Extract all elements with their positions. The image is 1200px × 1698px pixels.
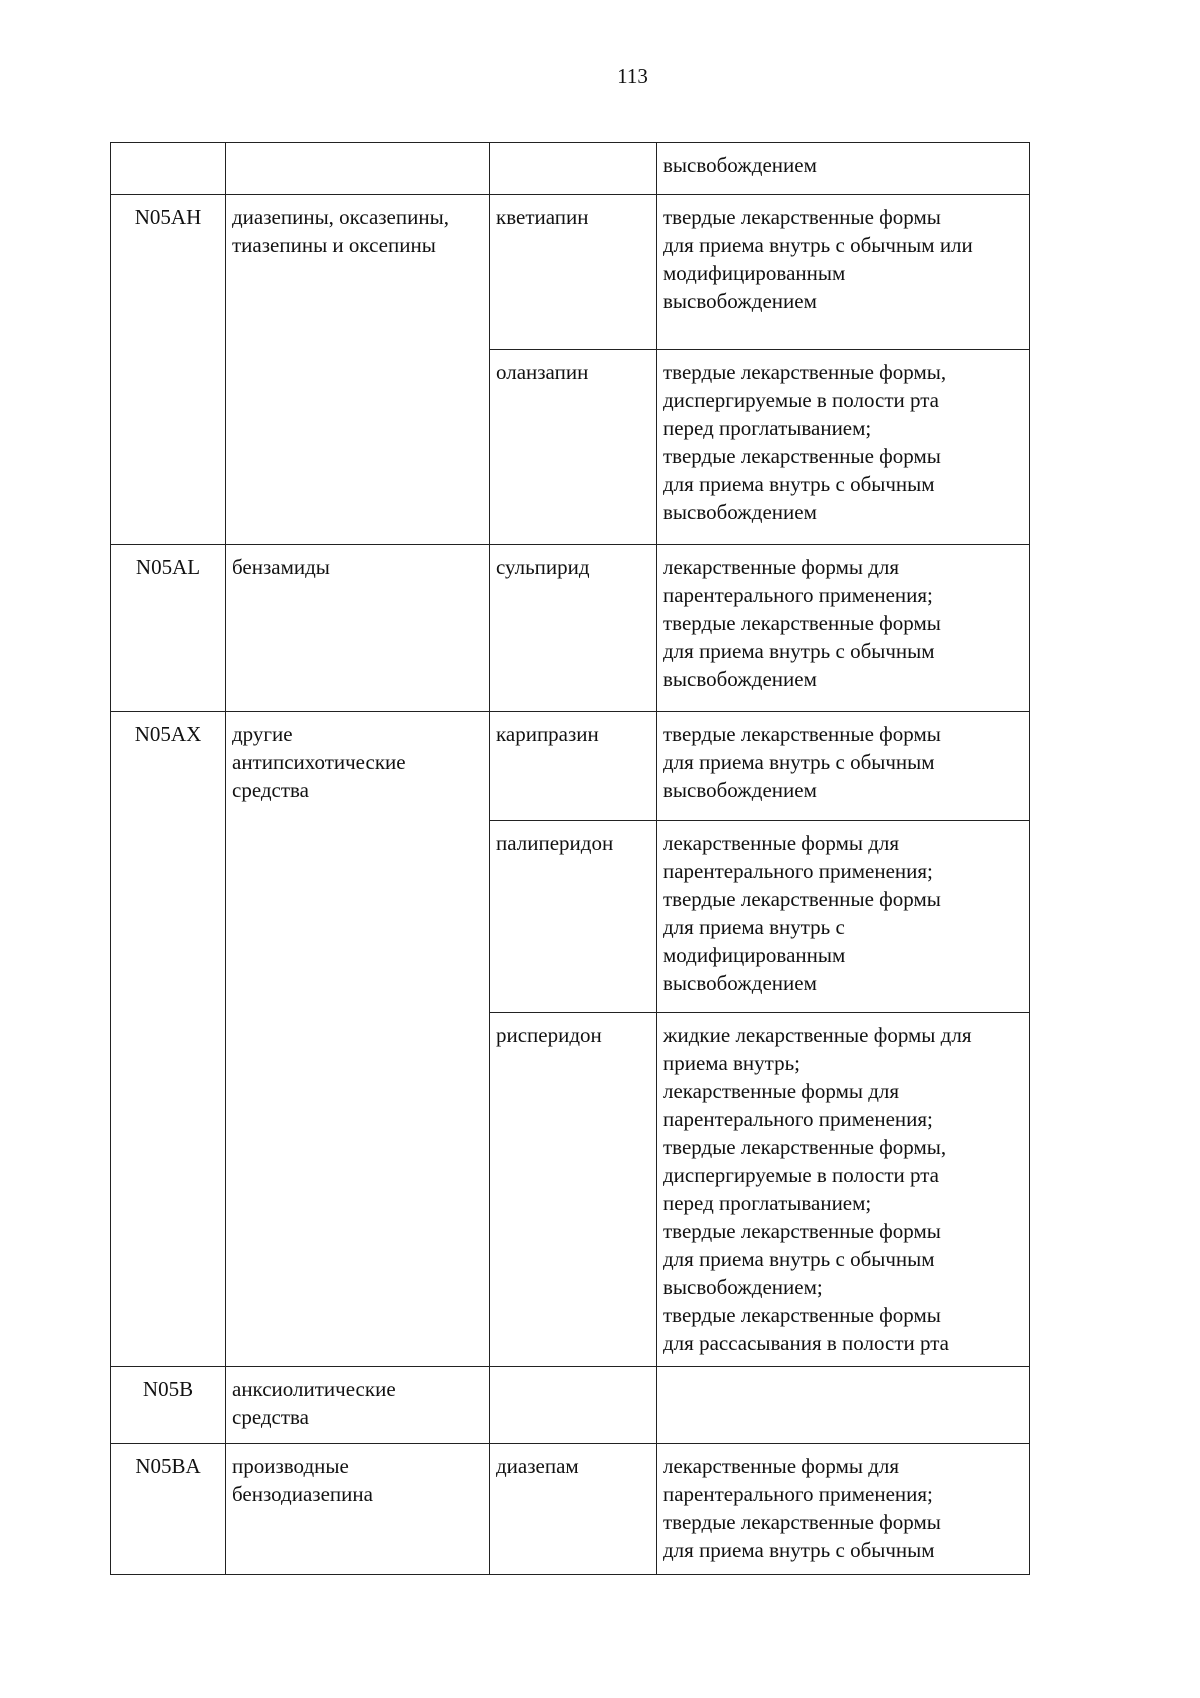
- dosage-forms-cell: лекарственные формы для парентерального применения; твердые лекарственные формы для приема внутрь с модифицированным высвобождением: [657, 821, 1030, 1013]
- group-cell: другие антипсихотические средства: [226, 712, 490, 1367]
- group-cell: бензамиды: [226, 545, 490, 712]
- drug-cell: диазепам: [490, 1444, 657, 1575]
- dosage-forms-cell: твердые лекарственные формы для приема внутрь с обычным высвобождением: [657, 712, 1030, 821]
- drug-cell: палиперидон: [490, 821, 657, 1013]
- atc-code-cell: N05AL: [111, 545, 226, 712]
- table-row: [111, 1444, 1030, 1575]
- dosage-forms-cell: лекарственные формы для парентерального применения; твердые лекарственные формы для приема внутрь с обычным: [657, 1444, 1030, 1575]
- dosage-forms-cell: лекарственные формы для парентерального применения; твердые лекарственные формы для приема внутрь с обычным высвобождением: [657, 545, 1030, 712]
- dosage-forms-cell: твердые лекарственные формы, диспергируемые в полости рта перед проглатыванием; твердые лекарственные формы для приема внутрь с обычным высвобождением: [657, 350, 1030, 545]
- page-number: 113: [617, 64, 648, 88]
- dosage-forms-cell: жидкие лекарственные формы для приема внутрь; лекарственные формы для парентерального применения; твердые лекарственные формы, диспергируемые в полости рта перед проглатыванием; твердые лекарственные формы для приема внутрь с обычным высвобождением; твердые лекарственные формы для рассасывания в полости рта: [657, 1013, 1030, 1367]
- group-cell: [226, 143, 490, 195]
- atc-code-cell: N05B: [111, 1367, 226, 1444]
- table-row: [111, 712, 1030, 821]
- atc-code-cell: [111, 143, 226, 195]
- table-row: [111, 143, 1030, 195]
- drug-cell: карипразин: [490, 712, 657, 821]
- group-cell: диазепины, оксазепины, тиазепины и оксепины: [226, 195, 490, 545]
- dosage-forms-cell: твердые лекарственные формы для приема внутрь с обычным или модифицированным высвобождением: [657, 195, 1030, 350]
- drug-table: [110, 142, 1030, 1575]
- table-row: [111, 1367, 1030, 1444]
- atc-code-cell: N05AX: [111, 712, 226, 1367]
- dosage-forms-cell: высвобождением: [657, 143, 1030, 195]
- drug-cell: [490, 1367, 657, 1444]
- dosage-forms-cell: [657, 1367, 1030, 1444]
- table-row: [111, 195, 1030, 350]
- table-row: [111, 545, 1030, 712]
- group-cell: производные бензодиазепина: [226, 1444, 490, 1575]
- drug-cell: оланзапин: [490, 350, 657, 545]
- drug-cell: [490, 143, 657, 195]
- group-cell: анксиолитические средства: [226, 1367, 490, 1444]
- drug-cell: рисперидон: [490, 1013, 657, 1367]
- atc-code-cell: N05BA: [111, 1444, 226, 1575]
- atc-code-cell: N05AH: [111, 195, 226, 545]
- drug-cell: кветиапин: [490, 195, 657, 350]
- drug-cell: сульпирид: [490, 545, 657, 712]
